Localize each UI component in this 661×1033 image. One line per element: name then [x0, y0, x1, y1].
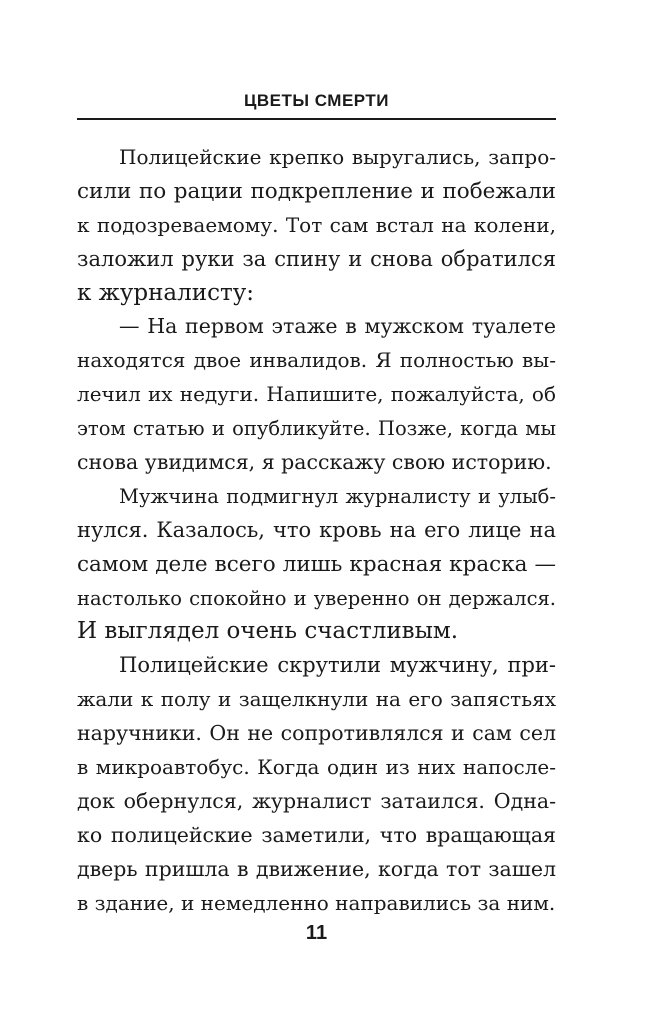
- text-line: Полицейские крепко выругались, запро-: [119, 145, 556, 169]
- text-line: — На первом этаже в мужском туалете: [119, 314, 556, 339]
- text-line: заложил руки за спину и снова обратился: [77, 246, 556, 271]
- text-line: настолько спокойно и уверенно он держался.: [77, 586, 556, 610]
- text-line: в здание, и немедленно направились за ним.: [77, 890, 556, 915]
- text-line: к журналисту:: [77, 279, 254, 306]
- text-line: лечил их недуги. Напишите, пожалуйста, об: [77, 382, 556, 407]
- text-line: док обернулся, журналист затаился. Однa-: [77, 788, 556, 813]
- page-number: 11: [305, 922, 328, 944]
- text-line: сили по рации подкрепление и побежали: [77, 178, 556, 204]
- text-line: дверь пришла в движение, когда тот зашел: [77, 856, 556, 881]
- text-line: наручники. Он не сопротивлялся и сам сел: [77, 721, 556, 746]
- text-line: Полицейские скрутили мужчину, при-: [119, 653, 556, 678]
- text-line: снова увидимся, я расскажу свою историю.: [77, 450, 552, 475]
- body-text: [77, 141, 556, 920]
- header-rule: [77, 118, 556, 120]
- text-line: И выглядел очень счастливым.: [77, 618, 459, 645]
- text-line: Мужчина подмигнул журналисту и улыб-: [119, 484, 556, 508]
- text-line: в микроавтобус. Когда один из них напосле-: [77, 755, 556, 780]
- text-line: самом деле всего лишь красная краска —: [77, 551, 556, 577]
- text-line: этом статью и опубликуйте. Позже, когда мы: [77, 417, 556, 441]
- text-line: нулся. Казалось, что кровь на его лице на: [77, 517, 556, 542]
- text-line: к подозреваемому. Тот сам встал на колени,: [77, 212, 556, 237]
- text-line: находятся двое инвалидов. Я полностью вы-: [77, 348, 556, 373]
- running-head-title: ЦВЕТЫ СМЕРТИ: [243, 91, 390, 110]
- text-line: жали к полу и защелкнули на его запястьях: [77, 687, 556, 712]
- text-line: ко полицейские заметили, что вращающая: [77, 822, 556, 847]
